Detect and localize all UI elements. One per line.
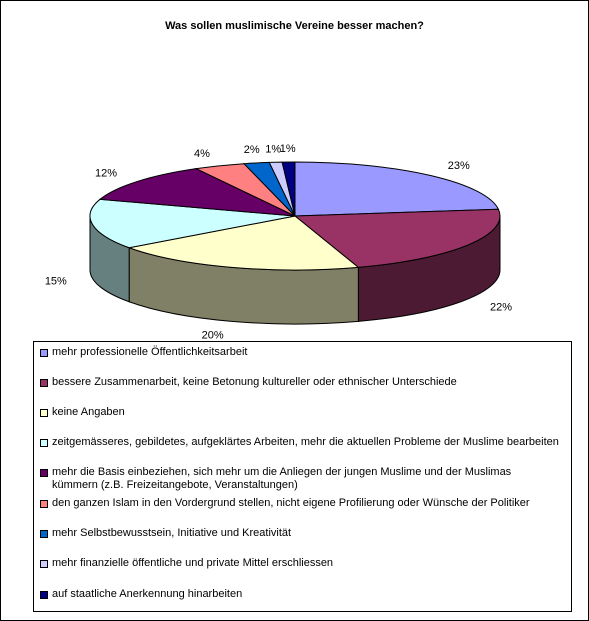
legend-label-1: mehr professionelle Öffentlichkeitsarbeit bbox=[52, 346, 248, 358]
data-label-7: 2% bbox=[243, 144, 260, 157]
data-label-2: 22% bbox=[490, 301, 513, 314]
legend-swatch-2 bbox=[40, 379, 48, 387]
pie-chart bbox=[1, 1, 588, 341]
data-label-6: 4% bbox=[194, 147, 210, 160]
legend-swatch-1 bbox=[40, 349, 48, 357]
legend-item-3 bbox=[40, 406, 560, 419]
legend-item-6 bbox=[40, 497, 560, 510]
legend-item-2 bbox=[40, 376, 560, 389]
data-label-1: 23% bbox=[447, 159, 470, 172]
legend-label-6: den ganzen Islam in den Vordergrund stellen, nicht eigene Profilierung oder Wünsche der Politiker bbox=[52, 497, 530, 509]
data-label-5: 12% bbox=[94, 167, 118, 180]
legend-label-3: keine Angaben bbox=[52, 406, 125, 418]
legend-item-5 bbox=[40, 466, 560, 492]
legend-swatch-7 bbox=[40, 530, 48, 538]
legend-swatch-9 bbox=[40, 591, 48, 599]
legend-item-7 bbox=[40, 527, 560, 540]
legend-label-7: mehr Selbstbewusstsein, Initiative und Kreativität bbox=[52, 527, 292, 539]
data-label-8: 1% bbox=[265, 143, 282, 156]
legend-label-2: bessere Zusammenarbeit, keine Betonung kultureller oder ethnischer Unterschiede bbox=[52, 376, 457, 388]
legend-swatch-6 bbox=[40, 500, 48, 508]
data-label-4: 15% bbox=[44, 275, 67, 288]
legend-label-9: auf staatliche Anerkennung hinarbeiten bbox=[52, 588, 243, 600]
legend-swatch-5 bbox=[40, 469, 48, 477]
chart-legend bbox=[33, 341, 572, 612]
legend-swatch-4 bbox=[40, 439, 48, 447]
data-label-3: 20% bbox=[201, 329, 224, 341]
legend-label-4: zeitgemässeres, gebildetes, aufgeklärtes Arbeiten, mehr die aktuellen Probleme der Muslime bearbeiten bbox=[52, 436, 559, 448]
chart-title: Was sollen muslimische Vereine besser machen? bbox=[165, 20, 424, 32]
legend-swatch-8 bbox=[40, 560, 48, 568]
data-label-9: 1% bbox=[279, 143, 296, 156]
legend-item-8 bbox=[40, 557, 560, 570]
legend-label-5: mehr die Basis einbeziehen, sich mehr um die Anliegen der jungen Muslime und der Muslimas kümmern (z.B. Freizeitangebote, Veranstaltungen) bbox=[52, 466, 512, 491]
legend-swatch-3 bbox=[40, 409, 48, 417]
legend-item-1 bbox=[40, 346, 560, 359]
legend-label-8: mehr finanzielle öffentliche und private Mittel erschliessen bbox=[52, 557, 334, 569]
legend-item-4 bbox=[40, 436, 560, 449]
legend-item-9 bbox=[40, 588, 560, 601]
